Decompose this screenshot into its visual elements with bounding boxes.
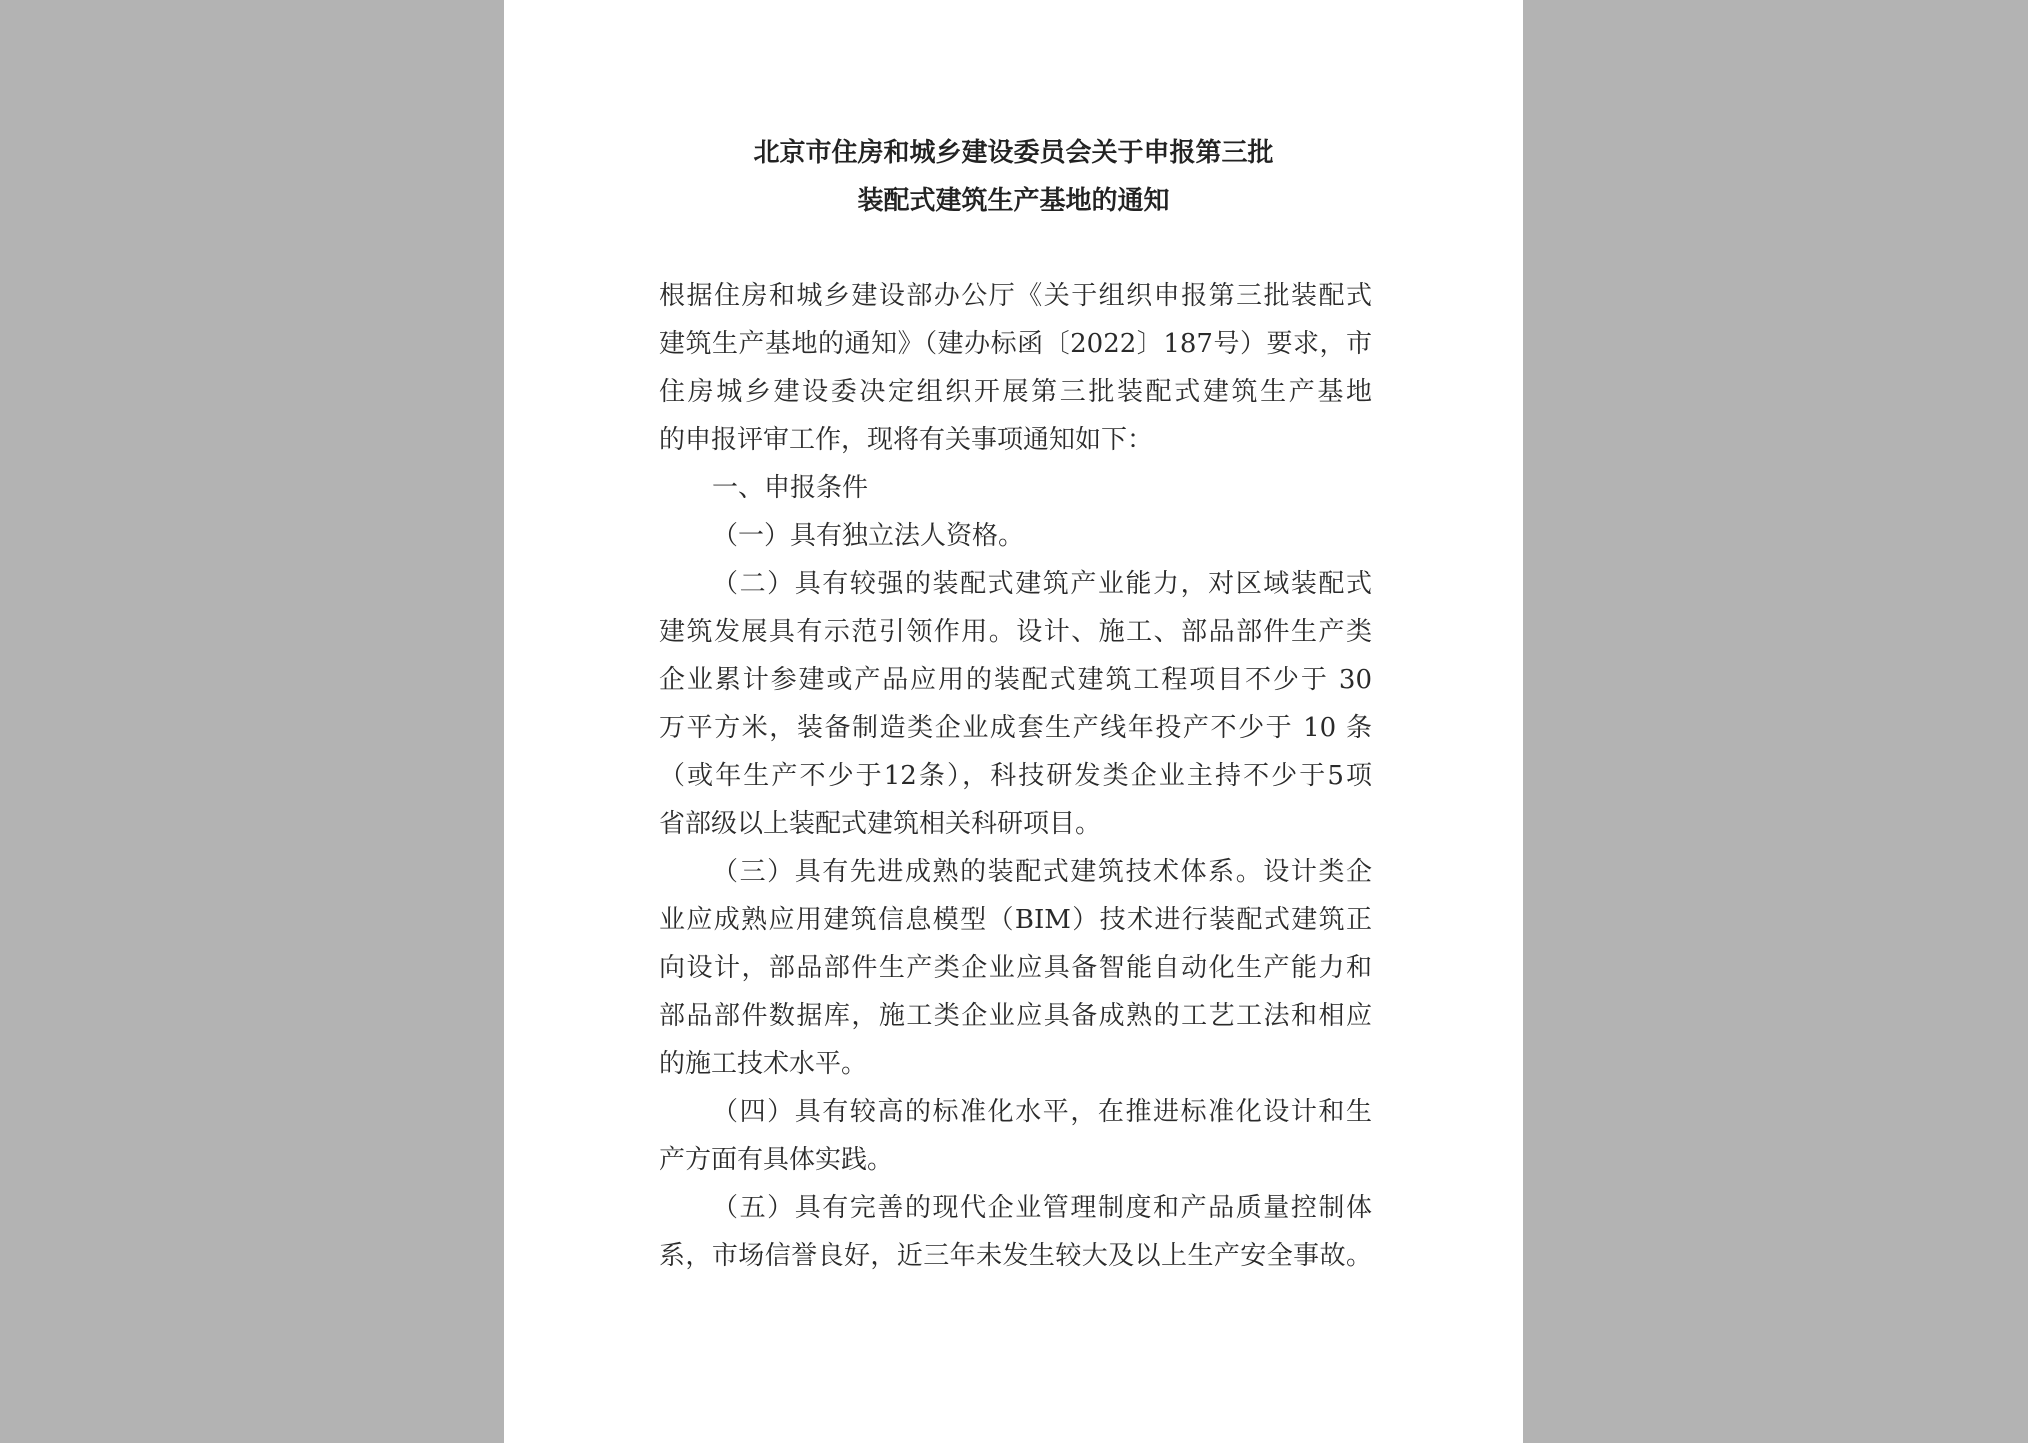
paragraph-line: （四）具有较高的标准化水平，在推进标准化设计和生 [712, 1097, 1372, 1127]
paragraph-line: 业应成熟应用建筑信息模型（BIM）技术进行装配式建筑正 [659, 905, 1372, 935]
paragraph-line: 住房城乡建设委决定组织开展第三批装配式建筑生产基地 [659, 377, 1372, 407]
section-heading: 一、申报条件 [712, 473, 869, 503]
paragraph-line: （三）具有先进成熟的装配式建筑技术体系。设计类企 [712, 857, 1372, 887]
paragraph-line: （或年生产不少于12条），科技研发类企业主持不少于5项 [659, 761, 1372, 791]
paragraph-line: 省部级以上装配式建筑相关科研项目。 [659, 809, 1102, 839]
paragraph-line: （五）具有完善的现代企业管理制度和产品质量控制体 [712, 1193, 1372, 1223]
document-page [504, 0, 1523, 1443]
paragraph-line: 的申报评审工作，现将有关事项通知如下： [659, 425, 1154, 455]
paragraph-line: （一）具有独立法人资格。 [712, 521, 1025, 551]
paragraph-line: 企业累计参建或产品应用的装配式建筑工程项目不少于 30 [659, 665, 1372, 695]
paragraph-line: 建筑发展具有示范引领作用。设计、施工、部品部件生产类 [659, 617, 1372, 647]
document-title-line-1: 北京市住房和城乡建设委员会关于申报第三批 [753, 138, 1274, 168]
paragraph-line: 系，市场信誉良好，近三年未发生较大及以上生产安全事故。 [659, 1241, 1372, 1271]
paragraph-line: 部品部件数据库，施工类企业应具备成熟的工艺工法和相应 [659, 1001, 1372, 1031]
document-title-line-2: 装配式建筑生产基地的通知 [857, 186, 1170, 216]
paragraph-line: 产方面有具体实践。 [659, 1145, 894, 1175]
paragraph-line: 根据住房和城乡建设部办公厅《关于组织申报第三批装配式 [659, 281, 1372, 311]
paragraph-line: 建筑生产基地的通知》（建办标函〔2022〕187号）要求，市 [659, 329, 1372, 359]
paragraph-line: 万平方米，装备制造类企业成套生产线年投产不少于 10 条 [659, 713, 1372, 743]
paragraph-line: 向设计，部品部件生产类企业应具备智能自动化生产能力和 [659, 953, 1372, 983]
paragraph-line: 的施工技术水平。 [659, 1049, 868, 1079]
paragraph-line: （二）具有较强的装配式建筑产业能力，对区域装配式 [712, 569, 1372, 599]
